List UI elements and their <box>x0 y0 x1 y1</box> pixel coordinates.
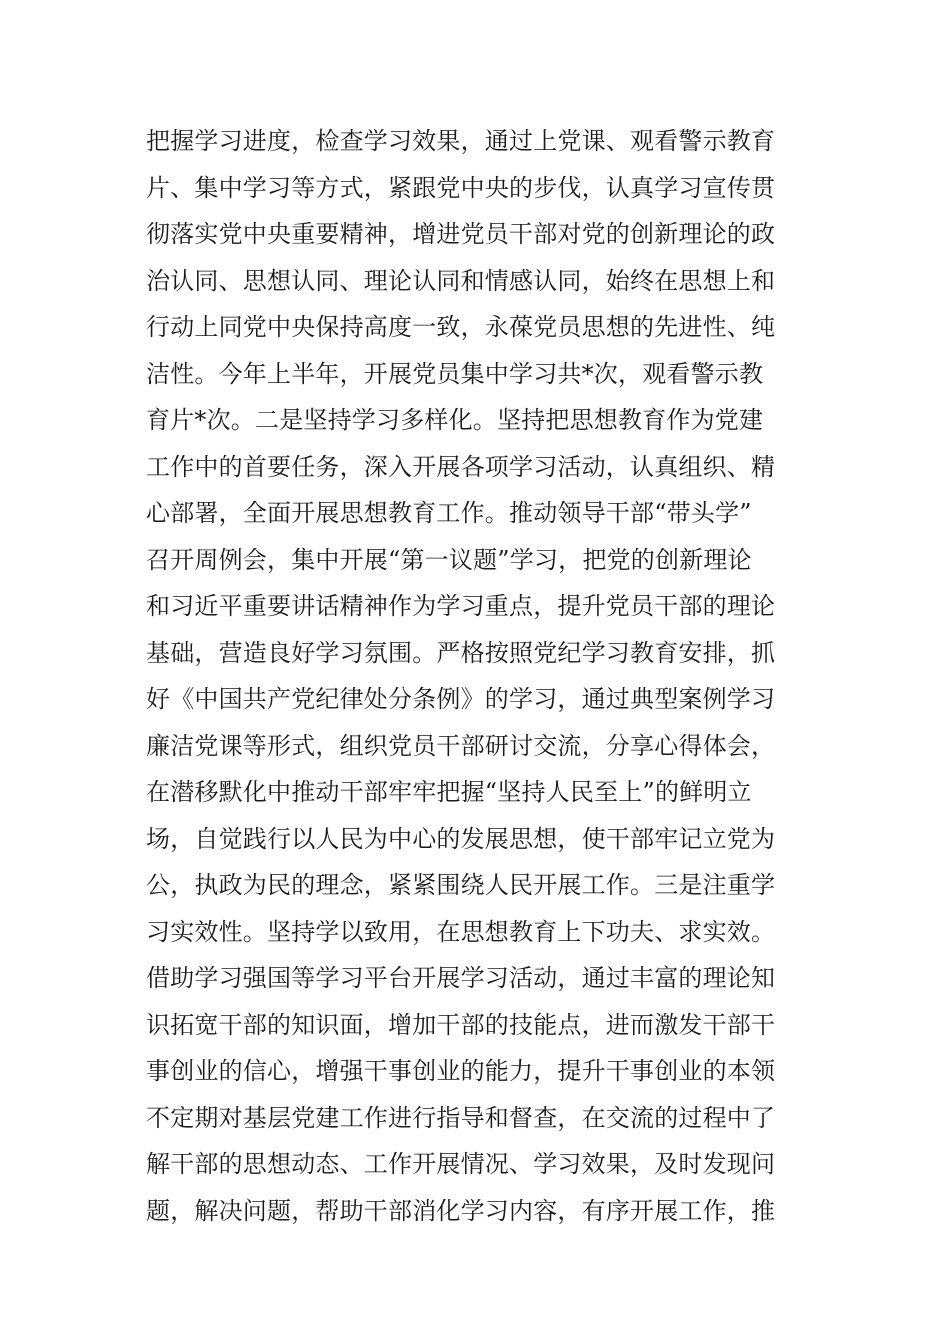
text-line: 心部署，全面开展思想教育工作。推动领导干部“带头学” <box>146 499 752 527</box>
body-paragraph <box>146 118 816 1234</box>
text-line: 基础，营造良好学习氛围。严格按照党纪学习教育安排，抓 <box>146 638 776 667</box>
text-line: 识拓宽干部的知识面，增加干部的技能点，进而激发干部干 <box>146 1010 776 1039</box>
text-line: 借助学习强国等学习平台开展学习活动，通过丰富的理论知 <box>146 964 776 992</box>
text-line: 行动上同党中央保持高度一致，永葆党员思想的先进性、纯 <box>146 313 776 341</box>
text-line: 在潜移默化中推动干部牢牢把握“坚持人民至上”的鲜明立 <box>146 778 752 806</box>
text-line: 场，自觉践行以人民为中心的发展思想，使干部牢记立党为 <box>146 824 776 853</box>
text-line: 和习近平重要讲话精神作为学习重点，提升党员干部的理论 <box>146 592 776 620</box>
text-line: 题，解决问题，帮助干部消化学习内容，有序开展工作，推 <box>146 1196 776 1225</box>
text-line: 育片*次。二是坚持学习多样化。坚持把思想教育作为党建 <box>146 406 764 434</box>
text-line: 好《中国共产党纪律处分条例》的学习，通过典型案例学习 <box>146 685 776 713</box>
text-line: 事创业的信心，增强干事创业的能力，提升干事创业的本领 <box>146 1057 776 1085</box>
text-line: 习实效性。坚持学以致用，在思想教育上下功夫、求实效。 <box>146 917 776 946</box>
text-line: 把握学习进度，检查学习效果，通过上党课、观看警示教育 <box>146 127 776 155</box>
text-line: 洁性。今年上半年，开展党员集中学习共*次，观看警示教 <box>146 359 764 388</box>
text-line: 片、集中学习等方式，紧跟党中央的步伐，认真学习宣传贯 <box>146 173 776 202</box>
text-line: 廉洁党课等形式，组织党员干部研讨交流，分享心得体会， <box>146 731 776 760</box>
text-line: 解干部的思想动态、工作开展情况、学习效果，及时发现问 <box>146 1150 776 1178</box>
text-line: 不定期对基层党建工作进行指导和督查，在交流的过程中了 <box>146 1103 776 1132</box>
text-line: 工作中的首要任务，深入开展各项学习活动，认真组织、精 <box>146 452 776 481</box>
text-line: 彻落实党中央重要精神，增进党员干部对党的创新理论的政 <box>146 220 776 248</box>
text-line: 治认同、思想认同、理论认同和情感认同，始终在思想上和 <box>146 266 776 295</box>
text-line: 公，执政为民的理念，紧紧围绕人民开展工作。三是注重学 <box>146 871 776 899</box>
text-line: 召开周例会，集中开展“第一议题”学习，把党的创新理论 <box>146 545 752 574</box>
